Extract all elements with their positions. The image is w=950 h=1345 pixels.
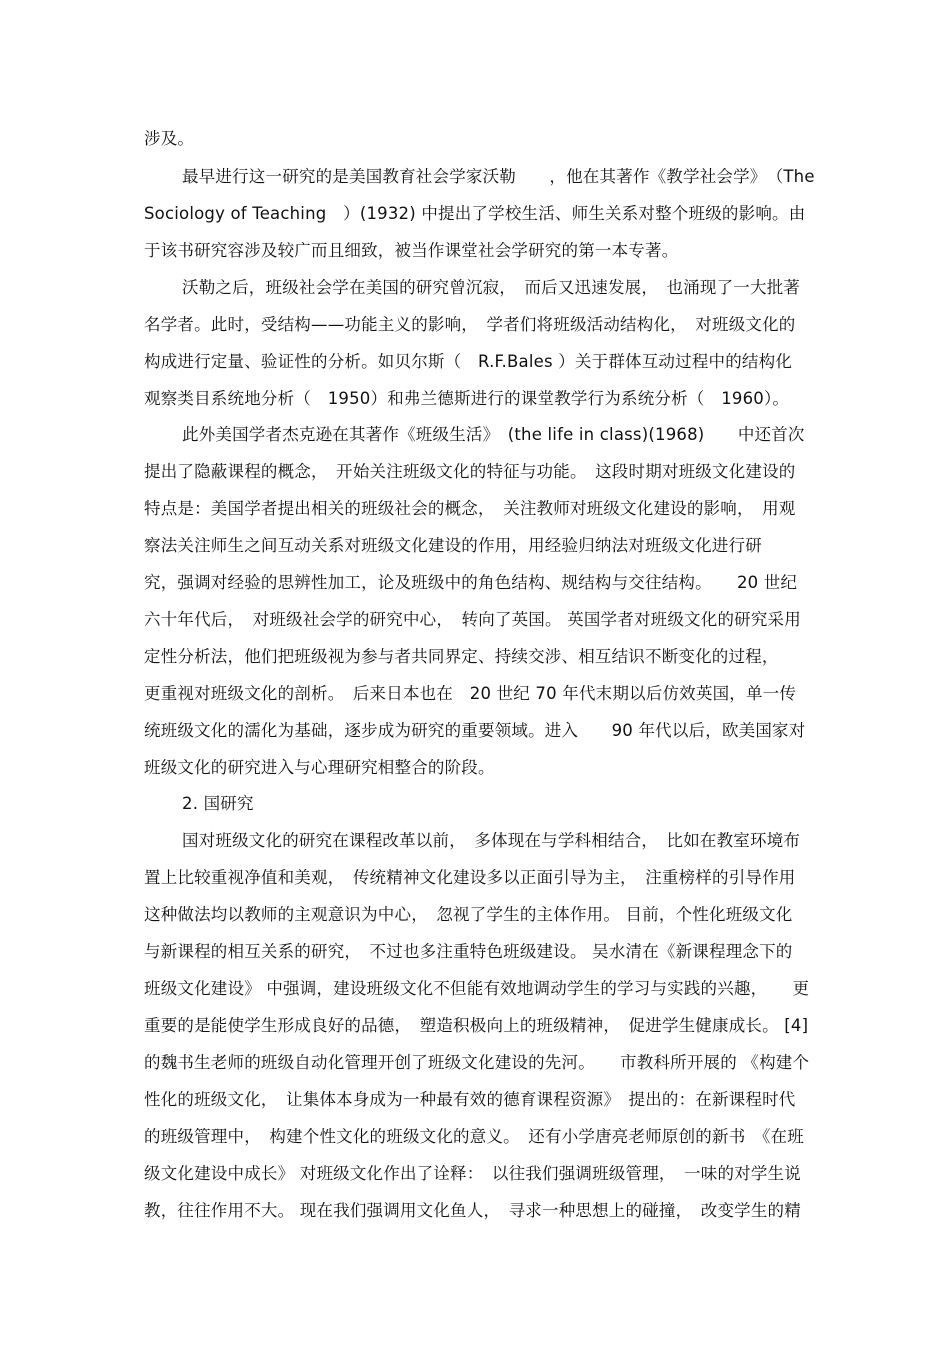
text-line: 统班级文化的濡化为基础，逐步成为研究的重要领域。进入 90 年代以后，欧美国家对 [144, 721, 806, 740]
text-line: 名学者。此时，受结构——功能主义的影响， 学者们将班级活动结构化， 对班级文化的 [144, 315, 796, 334]
text-line: 六十年代后， 对班级社会学的研究中心， 转向了英国。 英国学者对班级文化的研究采用 [144, 610, 801, 629]
text-line: Sociology of Teaching ）(1932) 中提出了学校生活、师生关系对整个班级的影响。由 [144, 204, 806, 223]
text-line: 构成进行定量、验证性的分析。如贝尔斯（ R.F.Bales ）关于群体互动过程中的结构化 [144, 352, 793, 371]
text-line: 班级文化建设》 中强调，建设班级文化不但能有效地调动学生的学习与实践的兴趣， 更 [144, 979, 810, 998]
text-line: 定性分析法，他们把班级视为参与者共同界定、持续交涉、相互结识不断变化的过程， [144, 647, 779, 666]
paragraph-first-line: 最早进行这一研究的是美国教育社会学家沃勒 ，他在其著作《教学社会学》 （The [182, 167, 815, 186]
text-line: 的班级管理中， 构建个性文化的班级文化的意义。 还有小学唐亮老师原创的新书 《在班 [144, 1127, 804, 1146]
section-heading: 2. 国研究 [182, 794, 254, 813]
text-line: 置上比较重视净值和美观， 传统精神文化建设多以正面引导为主， 注重榜样的引导作用 [144, 868, 796, 887]
text-line: 级文化建设中成长》 对班级文化作出了诠释： 以往我们强调班级管理， 一味的对学生说 [144, 1164, 801, 1183]
text-line: 性化的班级文化， 让集体本身成为一种最有效的德育课程资源》 提出的：在新课程时代 [144, 1090, 796, 1109]
text-line: 更重视对班级文化的剖析。 后来日本也在 20 世纪 70 年代末期以后仿效英国，单一传 [144, 684, 797, 703]
text-line: 涉及。 [144, 129, 195, 148]
text-line: 这种做法均以教师的主观意识为中心， 忽视了学生的主体作用。 目前，个性化班级文化 [144, 905, 793, 924]
paragraph-first-line: 国对班级文化的研究在课程改革以前， 多体现在与学科相结合， 比如在教室环境布 [182, 831, 801, 850]
text-line: 于该书研究容涉及较广而且细致，被当作课堂社会学研究的第一本专著。 [144, 241, 679, 260]
text-line: 与新课程的相互关系的研究， 不过也多注重特色班级建设。 吴水清在《新课程理念下的 [144, 942, 793, 961]
paragraph-first-line: 沃勒之后，班级社会学在美国的研究曾沉寂， 而后又迅速发展， 也涌现了一大批著 [182, 278, 801, 297]
text-line: 的魏书生老师的班级自动化管理开创了班级文化建设的先河。 市教科所开展的 《构建个 [144, 1053, 810, 1072]
text-line: 重要的是能使学生形成良好的品德， 塑造积极向上的班级精神， 促进学生健康成长。 [4] [144, 1016, 809, 1035]
text-line: 特点是：美国学者提出相关的班级社会的概念， 关注教师对班级文化建设的影响， 用观 [144, 499, 796, 518]
text-line: 教，往往作用不大。 现在我们强调用文化鱼人， 寻求一种思想上的碰撞， 改变学生的精 [144, 1201, 801, 1220]
text-line: 究，强调对经验的思辨性加工，论及班级中的角色结构、规结构与交往结构。 20 世纪 [144, 573, 798, 592]
paragraph-first-line: 此外美国学者杰克逊在其著作《班级生活》 (the life in class)(1968) 中还首次 [182, 425, 805, 444]
text-line: 观察类目系统地分析（ 1950）和弗兰德斯进行的课堂教学行为系统分析（ 1960）。 [144, 389, 790, 408]
text-line: 班级文化的研究进入与心理研究相整合的阶段。 [144, 758, 495, 777]
text-line: 提出了隐蔽课程的概念， 开始关注班级文化的特征与功能。 这段时期对班级文化建设的 [144, 462, 796, 481]
text-line: 察法关注师生之间互动关系对班级文化建设的作用，用经验归纳法对班级文化进行研 [144, 536, 762, 555]
